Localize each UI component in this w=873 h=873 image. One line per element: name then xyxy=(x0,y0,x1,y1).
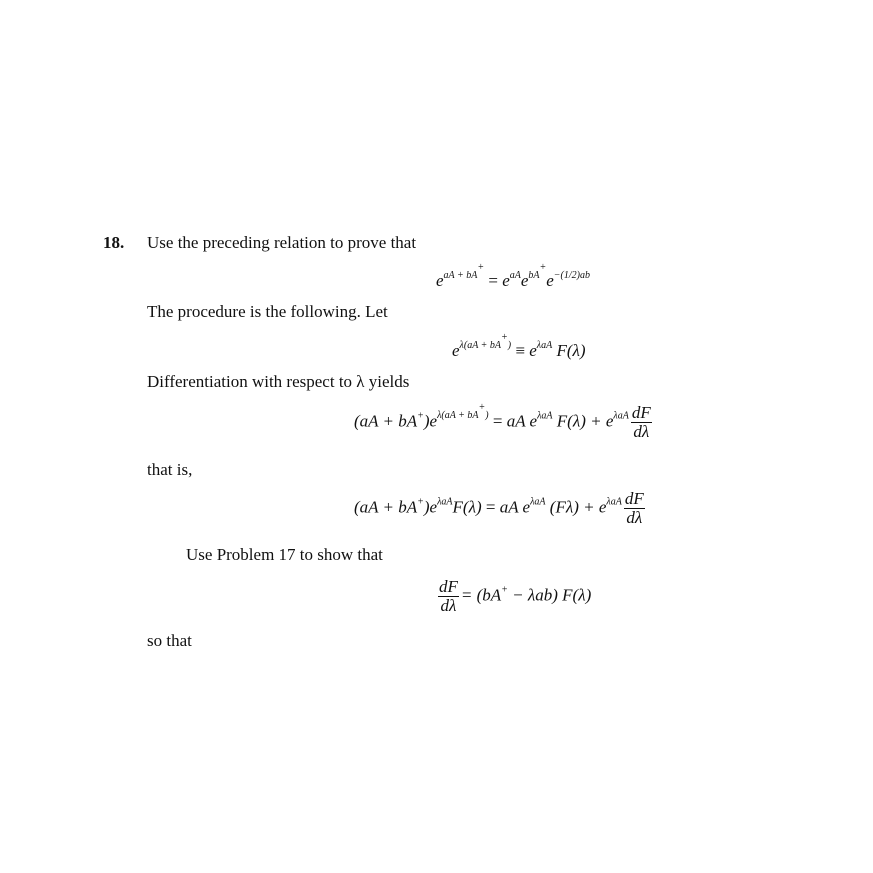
differentiation-equation-2 xyxy=(354,490,647,527)
lhs-exponent: aA + bA xyxy=(443,270,478,281)
diff2-lhs-a: (aA + bA xyxy=(354,497,418,517)
differentiation-equation-1 xyxy=(354,404,654,441)
result-equation xyxy=(436,578,591,615)
def-lhs-exponent-close: ) xyxy=(507,340,512,351)
intro-text: Use the preceding relation to prove that xyxy=(147,233,417,252)
diff2-frac-denominator: dλ xyxy=(626,507,643,527)
equiv-sign: ≡ xyxy=(515,341,525,360)
def-lhs-base: e xyxy=(452,341,460,360)
result-rhs: = (bA xyxy=(460,585,502,605)
diff1-term1-exponent: λaA xyxy=(537,410,553,422)
term2-base: e xyxy=(520,271,529,290)
diff1-lhs-a: (aA + bA xyxy=(354,411,418,431)
term3-base: e xyxy=(546,271,554,290)
equals-sign: = xyxy=(488,271,498,290)
def-rhs-base: e xyxy=(529,341,537,360)
def-rhs-exponent: λaA xyxy=(536,340,553,351)
term1-base: e xyxy=(502,271,510,290)
diff2-lhs-b: )e xyxy=(423,497,438,517)
definition-equation xyxy=(452,332,586,361)
term2-exponent: bA xyxy=(528,270,540,281)
diff1-derivative-fraction xyxy=(631,404,652,441)
result-frac-numerator: dF xyxy=(439,577,458,596)
diff2-term1-exponent: λaA xyxy=(530,496,546,508)
result-frac-denominator: dλ xyxy=(440,595,457,615)
diff1-lhs-exp-close: ) xyxy=(485,410,489,422)
diff1-term1-function: F(λ) + e xyxy=(556,411,614,431)
diff2-term1: aA e xyxy=(499,497,531,517)
procedure-text: The procedure is the following. Let xyxy=(147,302,388,321)
diff2-lhs-exponent: λaA xyxy=(437,496,453,508)
that-is-text: that is, xyxy=(147,460,193,479)
differentiation-text: Differentiation with respect to λ yields xyxy=(147,372,410,391)
diff1-equals: = xyxy=(492,411,503,431)
diff1-lhs-exponent: λ(aA + bA xyxy=(437,410,479,422)
def-rhs-function: F(λ) xyxy=(556,341,586,360)
lhs-base: e xyxy=(436,271,444,290)
so-that-text: so that xyxy=(147,631,192,650)
term2-exponent-dagger: + xyxy=(539,262,547,273)
diff1-term2-exponent: λaA xyxy=(613,410,629,422)
diff2-equals: = xyxy=(485,497,496,517)
diff2-term1-function: (Fλ) + e xyxy=(549,497,607,517)
term1-exponent: aA xyxy=(509,270,521,281)
def-lhs-dagger: + xyxy=(501,332,508,343)
diff1-lhs-exp-dagger: + xyxy=(478,402,486,414)
result-derivative-fraction xyxy=(438,578,459,615)
diff1-frac-numerator: dF xyxy=(631,403,651,422)
diff1-frac-denominator: dλ xyxy=(633,421,650,441)
lhs-exponent-dagger: + xyxy=(477,262,485,273)
diff2-derivative-fraction xyxy=(624,490,645,527)
result-rhs-rest: − λab) F(λ) xyxy=(507,585,592,605)
result-rhs-dagger: + xyxy=(501,584,508,596)
diff2-lhs-function: F(λ) xyxy=(452,497,482,517)
diff1-lhs-dagger: + xyxy=(417,410,424,422)
def-lhs-exponent: λ(aA + bA xyxy=(459,340,501,351)
term3-exponent: −(1/2)ab xyxy=(553,270,590,281)
diff2-frac-numerator: dF xyxy=(624,489,644,508)
use-problem-text: Use Problem 17 to show that xyxy=(186,545,383,564)
diff2-lhs-dagger: + xyxy=(417,496,424,508)
problem-number: 18. xyxy=(103,233,125,252)
diff1-term1: aA e xyxy=(506,411,538,431)
identity-equation xyxy=(436,262,590,291)
diff2-term2-exponent: λaA xyxy=(606,496,622,508)
diff1-lhs-b: )e xyxy=(423,411,438,431)
